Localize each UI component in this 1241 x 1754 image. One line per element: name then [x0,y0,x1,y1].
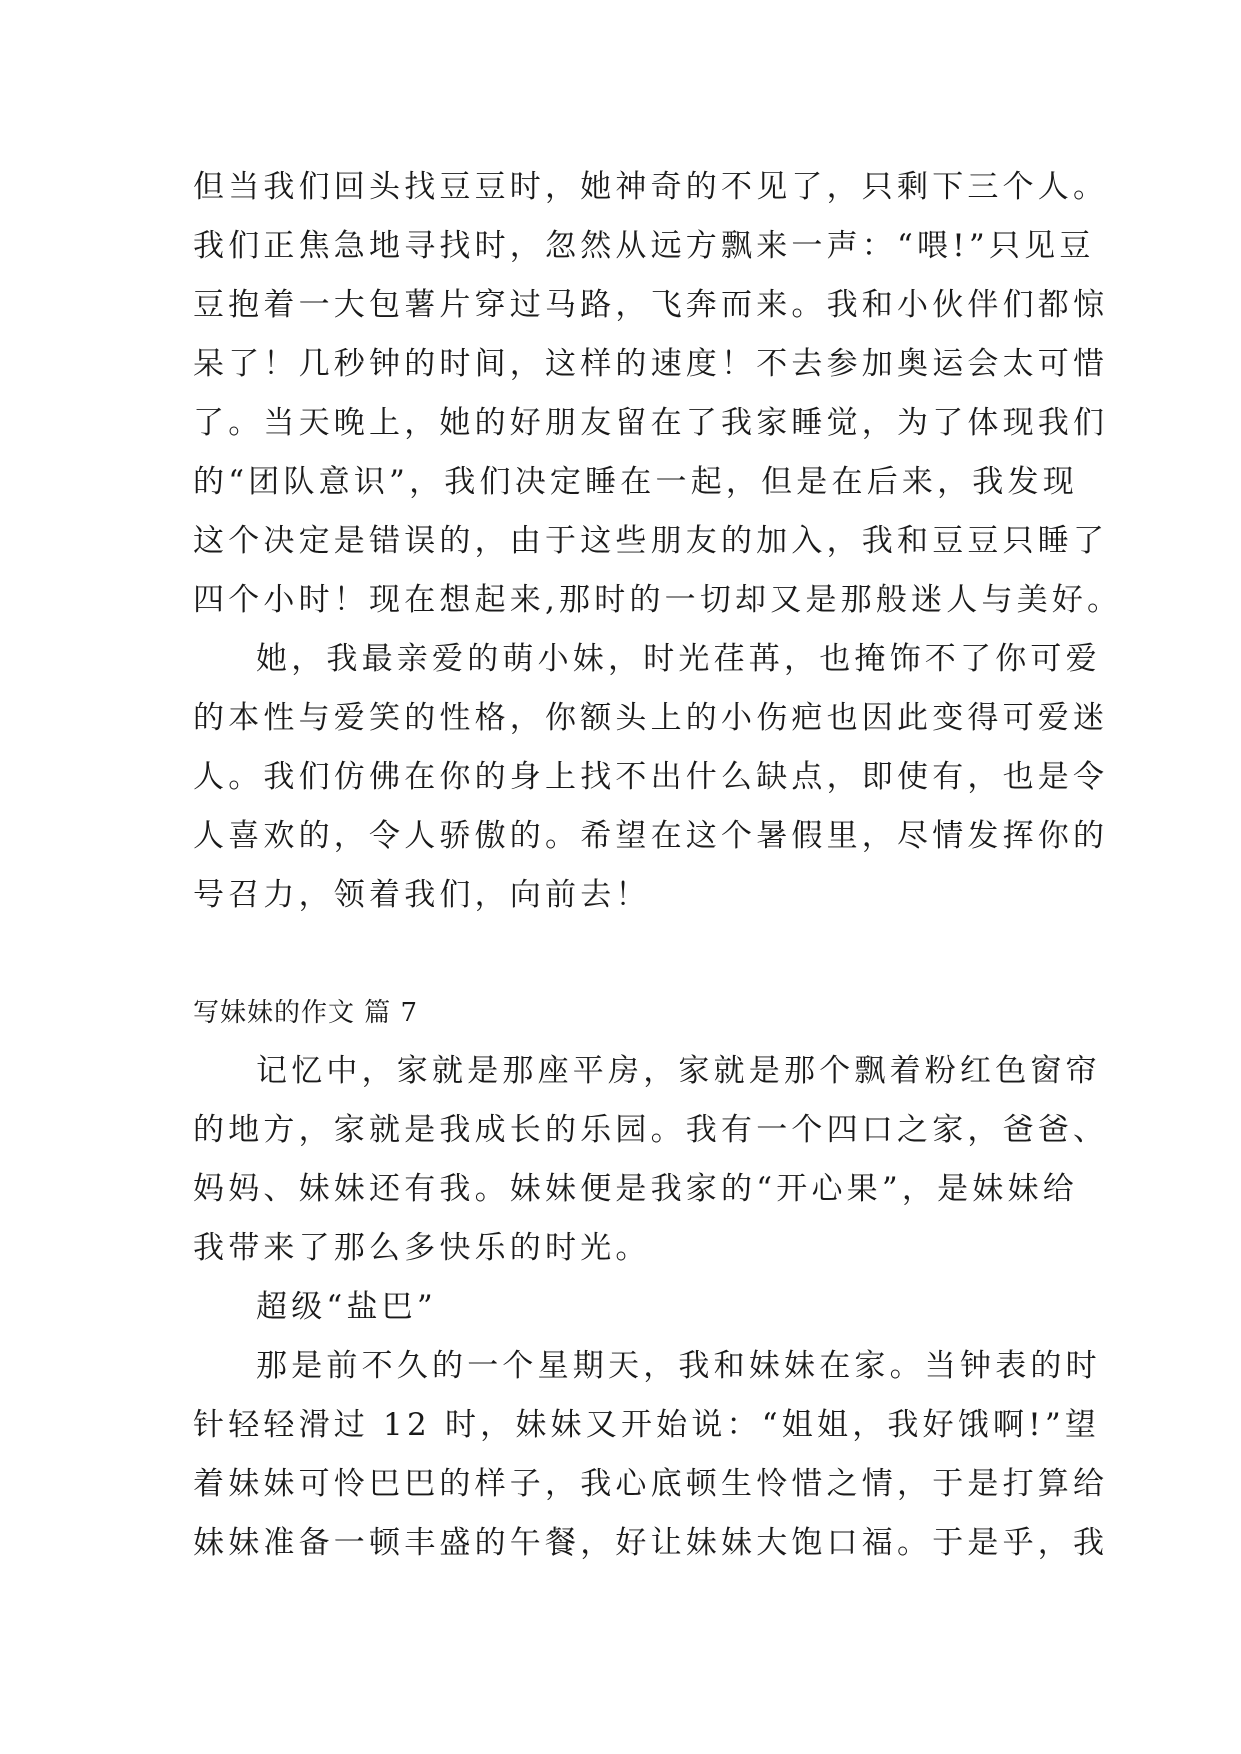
text-line: 妹妹准备一顿丰盛的午餐，好让妹妹大饱口福。于是乎，我 [193,1525,1109,1561]
text-line: 四个小时！现在想起来,那时的一切却又是那般迷人与美好。 [193,582,1123,618]
text-line: 豆抱着一大包薯片穿过马路，飞奔而来。我和小伙伴们都惊 [193,287,1109,323]
section-heading: 写妹妹的作文 篇 7 [193,998,419,1028]
text-line: 的地方，家就是我成长的乐园。我有一个四口之家，爸爸、 [193,1112,1109,1148]
text-line: 我们正焦急地寻找时，忽然从远方飘来一声：“喂!”只见豆 [193,228,1095,264]
text-line: 妈妈、妹妹还有我。妹妹便是我家的“开心果”，是妹妹给 [193,1171,1078,1207]
text-line: 着妹妹可怜巴巴的样子，我心底顿生怜惜之情，于是打算给 [193,1466,1109,1502]
text-line: 针轻轻滑过 12 时，妹妹又开始说：“姐姐，我好饿啊!”望 [193,1407,1101,1443]
subheading-line: 超级“盐巴” [256,1289,437,1325]
paragraph-start-line: 她，我最亲爱的萌小妹，时光荏苒，也掩饰不了你可爱 [256,641,1101,677]
text-line: 我带来了那么多快乐的时光。 [193,1230,651,1266]
text-line: 的“团队意识”，我们决定睡在一起，但是在后来，我发现 [193,464,1078,500]
paragraph-start-line: 记忆中，家就是那座平房，家就是那个飘着粉红色窗帘 [256,1053,1101,1089]
text-line: 人。我们仿佛在你的身上找不出什么缺点，即使有，也是令 [193,759,1109,795]
text-line: 的本性与爱笑的性格，你额头上的小伤疤也因此变得可爱迷 [193,700,1109,736]
text-line: 呆了！几秒钟的时间，这样的速度！不去参加奥运会太可惜 [193,346,1109,382]
paragraph-start-line: 那是前不久的一个星期天，我和妹妹在家。当钟表的时 [256,1348,1101,1384]
text-line: 这个决定是错误的，由于这些朋友的加入，我和豆豆只睡了 [193,523,1109,559]
text-line: 人喜欢的，令人骄傲的。希望在这个暑假里，尽情发挥你的 [193,818,1109,854]
text-line: 但当我们回头找豆豆时，她神奇的不见了，只剩下三个人。 [193,169,1109,205]
text-line: 了。当天晚上，她的好朋友留在了我家睡觉，为了体现我们 [193,405,1109,441]
text-line: 号召力，领着我们，向前去！ [193,877,651,913]
